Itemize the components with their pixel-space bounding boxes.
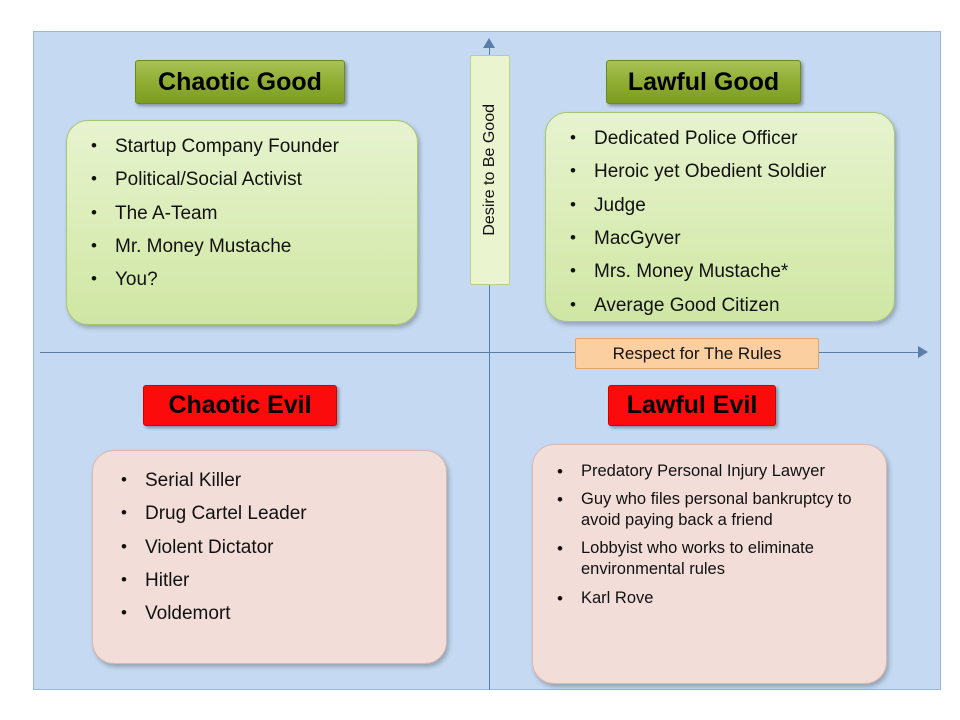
list-item: • Guy who files personal bankruptcy to avoid paying back a friend <box>551 489 870 531</box>
list-item: • Mrs. Money Mustache* <box>564 260 878 284</box>
list-item: • Political/Social Activist <box>85 168 401 192</box>
list-item: • Judge <box>564 194 878 218</box>
list-item: • Lobbyist who works to eliminate environmental rules <box>551 538 870 580</box>
quadrant-heading-chaotic-good-text: Chaotic Good <box>158 67 322 96</box>
list-item: • Hitler <box>115 569 430 593</box>
list-item: • You? <box>85 268 401 292</box>
vertical-axis-label-text: Desire to Be Good <box>481 104 498 236</box>
list-item: • Karl Rove <box>551 588 870 609</box>
horizontal-axis-arrow-icon <box>918 346 928 358</box>
list-item: • Predatory Personal Injury Lawyer <box>551 461 870 482</box>
quadrant-box-lawful-evil <box>532 444 887 684</box>
quadrant-box-lawful-good <box>545 112 895 322</box>
quadrant-list-lawful-evil <box>533 445 886 609</box>
list-item: • Drug Cartel Leader <box>115 502 430 526</box>
quadrant-heading-lawful-evil <box>608 385 776 426</box>
quadrant-heading-lawful-good <box>606 60 801 104</box>
list-item: • Violent Dictator <box>115 536 430 560</box>
list-item: • Average Good Citizen <box>564 294 878 318</box>
horizontal-axis-label <box>575 338 819 369</box>
quadrant-heading-chaotic-evil <box>143 385 337 426</box>
quadrant-box-chaotic-good <box>66 120 418 325</box>
list-item: • The A-Team <box>85 202 401 226</box>
quadrant-list-chaotic-evil <box>93 451 446 627</box>
list-item: • Voldemort <box>115 602 430 626</box>
quadrant-box-chaotic-evil <box>92 450 447 664</box>
quadrant-list-lawful-good <box>546 113 894 318</box>
list-item: • Heroic yet Obedient Soldier <box>564 160 878 184</box>
horizontal-axis-label-text: Respect for The Rules <box>612 343 782 363</box>
quadrant-heading-lawful-good-text: Lawful Good <box>627 67 780 96</box>
quadrant-heading-chaotic-good <box>135 60 345 104</box>
quadrant-heading-lawful-evil-text: Lawful Evil <box>626 391 758 419</box>
list-item: • MacGyver <box>564 227 878 251</box>
vertical-axis-label <box>470 55 510 285</box>
vertical-axis-arrow-icon <box>483 38 495 48</box>
quadrant-heading-chaotic-evil-text: Chaotic Evil <box>168 391 312 419</box>
list-item: • Startup Company Founder <box>85 135 401 159</box>
list-item: • Mr. Money Mustache <box>85 235 401 259</box>
list-item: • Serial Killer <box>115 469 430 493</box>
list-item: • Dedicated Police Officer <box>564 127 878 151</box>
quadrant-list-chaotic-good <box>67 121 417 293</box>
